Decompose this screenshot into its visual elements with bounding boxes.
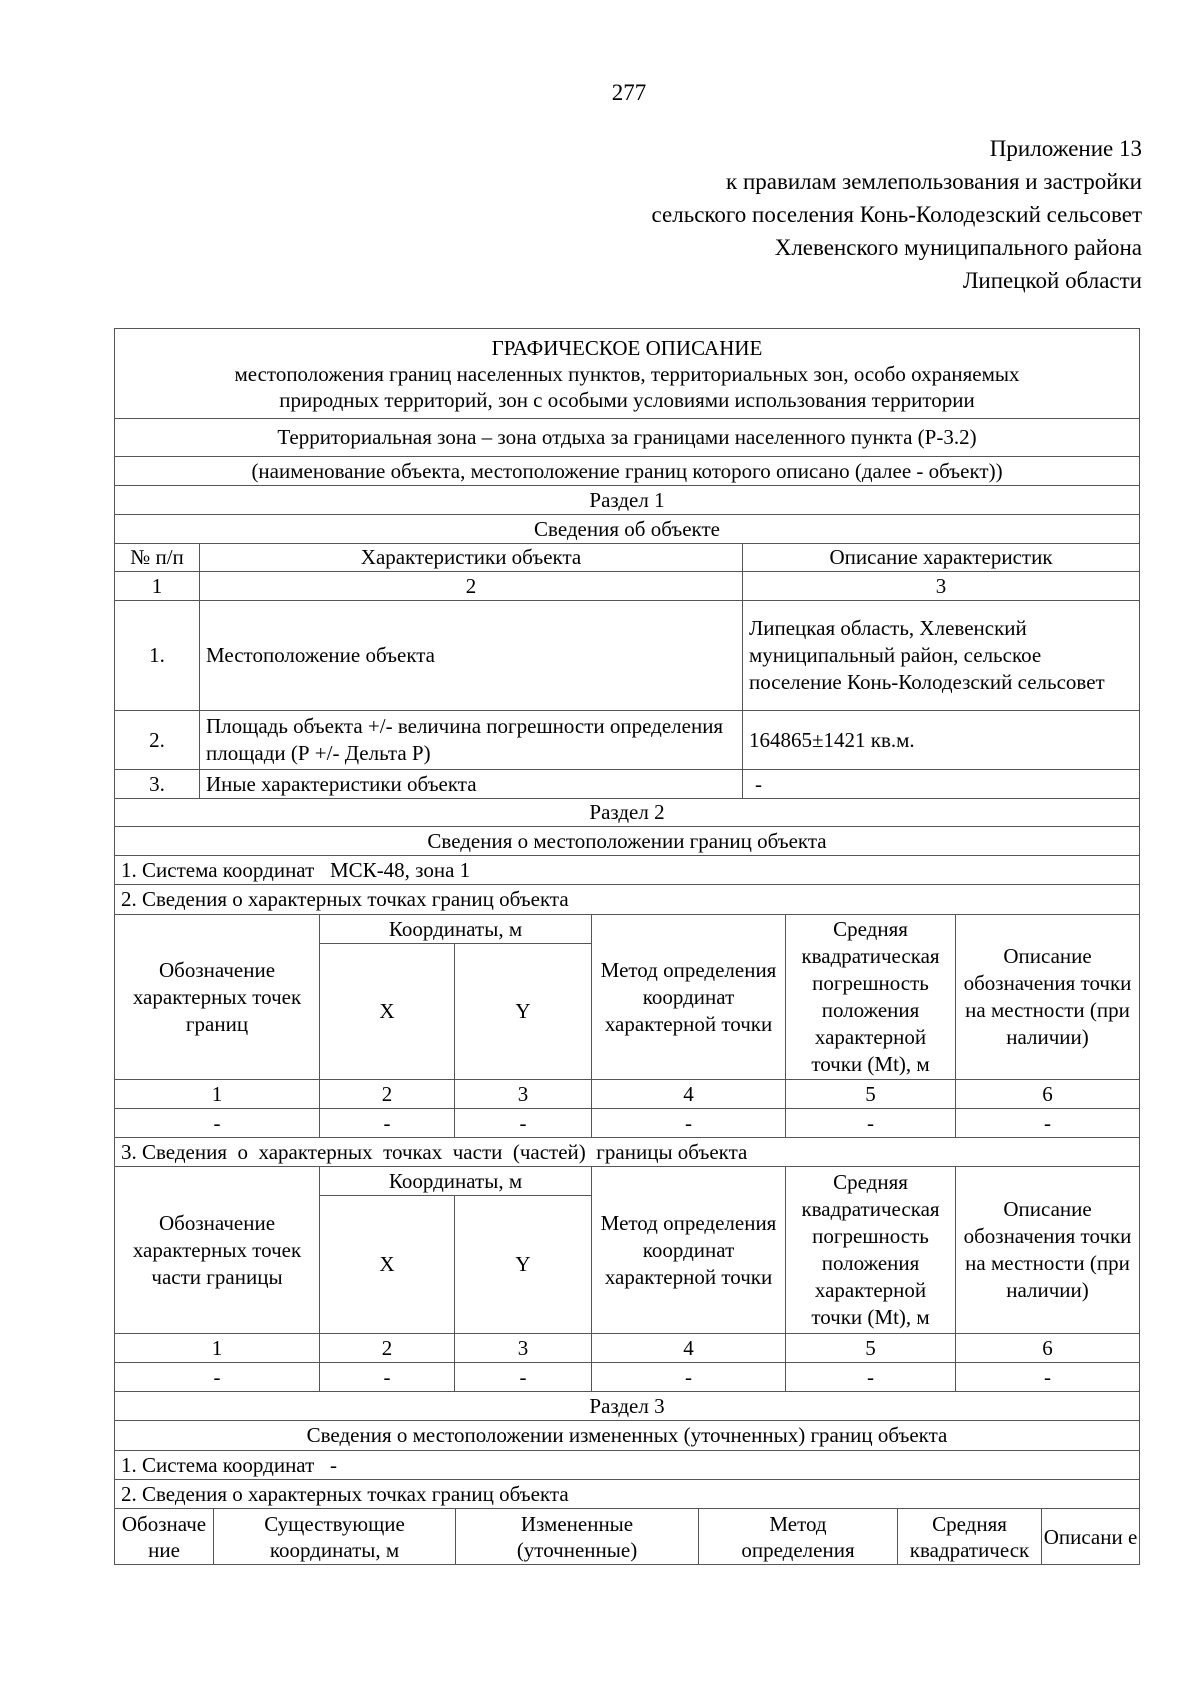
section3-title: Раздел 3 bbox=[115, 1392, 1140, 1421]
header-designation: Обозначение характерных точек границ bbox=[115, 915, 320, 1080]
header-coords: Координаты, м bbox=[320, 1167, 592, 1196]
title-main: ГРАФИЧЕСКОЕ ОПИСАНИЕ bbox=[491, 335, 763, 360]
points-title: 2. Сведения о характерных точках границ объекта bbox=[115, 1480, 1140, 1509]
row-value: - bbox=[743, 770, 1140, 799]
row-number: 3. bbox=[115, 770, 200, 799]
cell: - bbox=[592, 1109, 786, 1138]
section3-subtitle: Сведения о местоположении измененных (уточненных) границ объекта bbox=[115, 1421, 1140, 1451]
header-changed-coords: Измененные (уточненные) bbox=[456, 1509, 699, 1565]
cell: - bbox=[786, 1363, 956, 1392]
row-name: Площадь объекта +/- величина погрешности определения площади (Р +/- Дельта Р) bbox=[200, 711, 743, 770]
header-method: Метод определения bbox=[699, 1509, 898, 1565]
col-number: 5 bbox=[786, 1334, 956, 1363]
col-number: 2 bbox=[320, 1080, 455, 1109]
table-row bbox=[115, 601, 1140, 711]
header-method: Метод определения координат характерной точки bbox=[592, 1167, 786, 1334]
cell: - bbox=[592, 1363, 786, 1392]
title-line: природных территорий, зон с особыми условиями использования территории bbox=[279, 387, 975, 412]
section2-title: Раздел 2 bbox=[115, 799, 1140, 827]
col-number: 6 bbox=[956, 1334, 1140, 1363]
cell: - bbox=[115, 1109, 320, 1138]
header-method: Метод определения координат характерной точки bbox=[592, 915, 786, 1080]
row-name: Местоположение объекта bbox=[200, 601, 743, 711]
cell: - bbox=[956, 1109, 1140, 1138]
col-number: 1 bbox=[115, 1080, 320, 1109]
col-number: 6 bbox=[956, 1080, 1140, 1109]
points-title: 2. Сведения о характерных точках границ объекта bbox=[115, 885, 1140, 915]
table-row bbox=[115, 711, 1140, 770]
col-number: 1 bbox=[115, 1334, 320, 1363]
header-cell: Описание характеристик bbox=[743, 544, 1140, 572]
row-number: 2. bbox=[115, 711, 200, 770]
table-row bbox=[115, 1109, 1140, 1138]
object-caption: (наименование объекта, местоположение границ которого описано (далее - объект)) bbox=[115, 457, 1140, 486]
cell: - bbox=[455, 1363, 592, 1392]
header-y: Y bbox=[455, 944, 592, 1080]
row-value: Липецкая область, Хлевенский муниципальный район, сельское поселение Конь-Колодезский сельсовет bbox=[743, 601, 1140, 711]
header-description: Описани е bbox=[1042, 1509, 1140, 1565]
col-number: 5 bbox=[786, 1080, 956, 1109]
table-row bbox=[115, 1363, 1140, 1392]
form-title bbox=[115, 329, 1140, 419]
graphic-description-form bbox=[114, 328, 1139, 1565]
appendix-line: к правилам землепользования и застройки bbox=[726, 169, 1142, 194]
header-cell: № п/п bbox=[115, 544, 200, 572]
cell: - bbox=[320, 1109, 455, 1138]
appendix-line: сельского поселения Конь-Колодезский сельсовет bbox=[651, 202, 1142, 227]
row-value: 164865±1421 кв.м. bbox=[743, 711, 1140, 770]
page-number: 277 bbox=[611, 80, 647, 105]
col-number: 3 bbox=[455, 1080, 592, 1109]
header-x: X bbox=[320, 944, 455, 1080]
cell: - bbox=[455, 1109, 592, 1138]
col-number: 3 bbox=[743, 572, 1140, 601]
header-y: Y bbox=[455, 1196, 592, 1334]
header-existing-coords: Существующие координаты, м bbox=[214, 1509, 456, 1565]
header-description: Описание обозначения точки на местности (при наличии) bbox=[956, 915, 1140, 1080]
header-x: X bbox=[320, 1196, 455, 1334]
header-error: Средняя квадратическ bbox=[898, 1509, 1042, 1565]
header-designation: Обозначение характерных точек части границы bbox=[115, 1167, 320, 1334]
col-number: 4 bbox=[592, 1334, 786, 1363]
header-cell: Характеристики объекта bbox=[200, 544, 743, 572]
table-row bbox=[115, 770, 1140, 799]
appendix-line: Хлевенского муниципального района bbox=[774, 235, 1142, 260]
coord-system: 1. Система координат МСК-48, зона 1 bbox=[115, 856, 1140, 885]
section1-subtitle: Сведения об объекте bbox=[115, 515, 1140, 544]
header-coords: Координаты, м bbox=[320, 915, 592, 944]
appendix-header bbox=[652, 132, 1142, 297]
cell: - bbox=[320, 1363, 455, 1392]
header-error: Средняя квадратическая погрешность положения характерной точки (Mt), м bbox=[786, 915, 956, 1080]
col-number: 2 bbox=[200, 572, 743, 601]
object-name: Территориальная зона – зона отдыха за границами населенного пункта (Р-3.2) bbox=[115, 419, 1140, 457]
header-designation: Обозначе ние bbox=[115, 1509, 214, 1565]
appendix-line: Приложение 13 bbox=[989, 136, 1142, 161]
header-description: Описание обозначения точки на местности (при наличии) bbox=[956, 1167, 1140, 1334]
section3-points-table bbox=[114, 1508, 1140, 1565]
parts-title: 3. Сведения о характерных точках части (частей) границы объекта bbox=[115, 1138, 1140, 1167]
section1-table bbox=[114, 328, 1140, 915]
col-number: 3 bbox=[455, 1334, 592, 1363]
row-name: Иные характеристики объекта bbox=[200, 770, 743, 799]
cell: - bbox=[115, 1363, 320, 1392]
points-table bbox=[114, 914, 1140, 1509]
row-number: 1. bbox=[115, 601, 200, 711]
header-error: Средняя квадратическая погрешность положения характерной точки (Mt), м bbox=[786, 1167, 956, 1334]
cell: - bbox=[786, 1109, 956, 1138]
section2-subtitle: Сведения о местоположении границ объекта bbox=[115, 827, 1140, 856]
appendix-line: Липецкой области bbox=[962, 268, 1142, 293]
col-number: 1 bbox=[115, 572, 200, 601]
col-number: 4 bbox=[592, 1080, 786, 1109]
coord-system: 1. Система координат - bbox=[115, 1451, 1140, 1480]
cell: - bbox=[956, 1363, 1140, 1392]
section1-title: Раздел 1 bbox=[115, 486, 1140, 515]
title-line: местоположения границ населенных пунктов, территориальных зон, особо охраняемых bbox=[234, 361, 1020, 386]
col-number: 2 bbox=[320, 1334, 455, 1363]
